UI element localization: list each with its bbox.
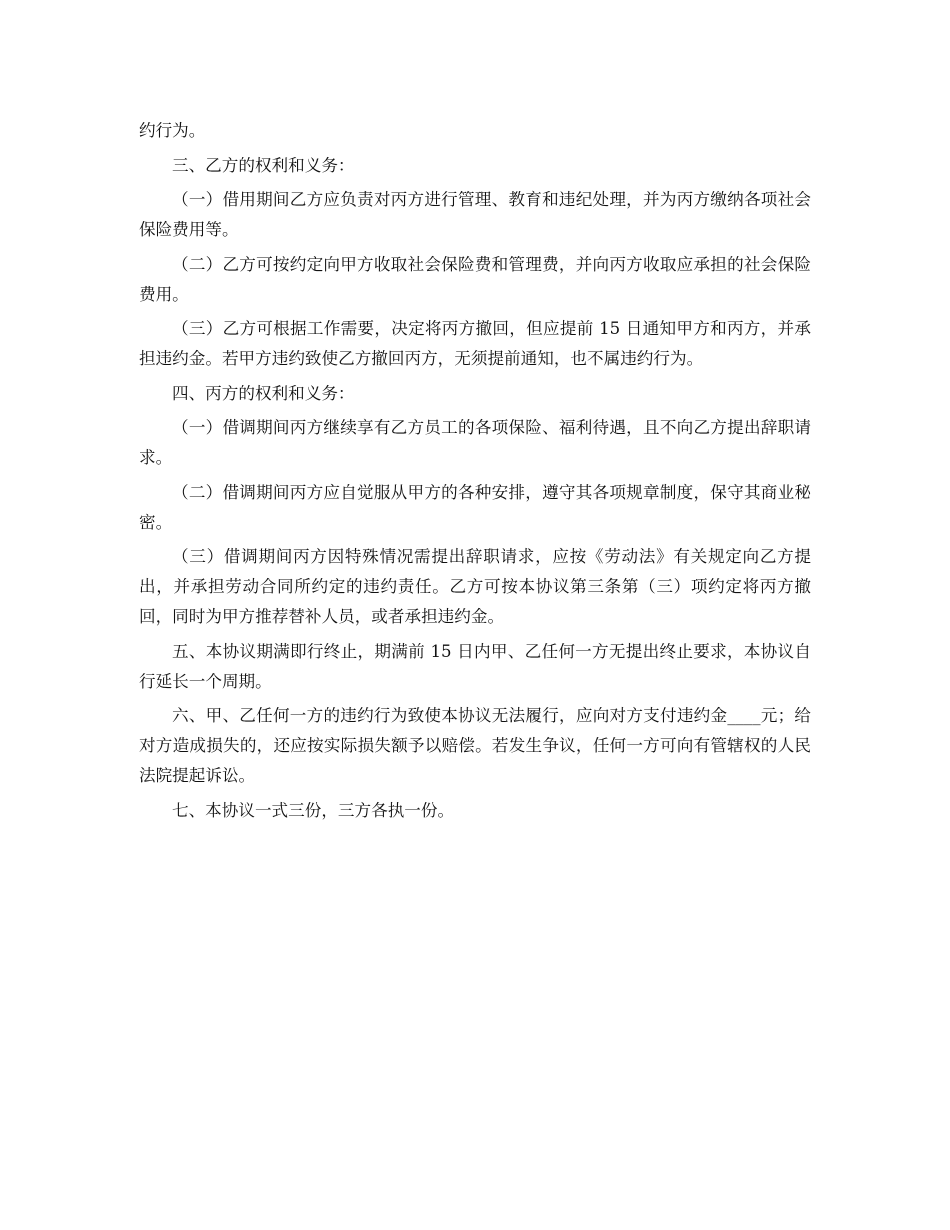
document-body: [139, 116, 811, 830]
clause-paragraph: （二）乙方可按约定向甲方收取社会保险费和管理费，并向丙方收取应承担的社会保险费用。: [139, 254, 811, 304]
section-copies-paragraph: 七、本协议一式三份，三方各执一份。: [172, 800, 455, 820]
section-heading-party-c-rights: 四、丙方的权利和义务：: [172, 383, 355, 403]
paragraph-continuation: 约行为。: [139, 121, 206, 140]
clause-paragraph: （三）借调期间丙方因特殊情况需提出辞职请求，应按《劳动法》有关规定向乙方提出，并承担劳动合同所约定的违约责任。乙方可按本协议第三条第（三）项约定将丙方撤回，同时为甲方推荐替补人员，或者承担违约金。: [139, 547, 811, 626]
clause-paragraph: （一）借用期间乙方应负责对丙方进行管理、教育和违纪处理，并为丙方缴纳各项社会保险费用等。: [139, 190, 811, 239]
clause-paragraph: （一）借调期间丙方继续享有乙方员工的各项保险、福利待遇，且不向乙方提出辞职请求。: [139, 418, 811, 467]
clause-paragraph: （三）乙方可根据工作需要，决定将丙方撤回，但应提前 15 日通知甲方和丙方，并承担违约金。若甲方违约致使乙方撤回丙方，无须提前通知，也不属违约行为。: [139, 319, 811, 368]
section-breach-paragraph: 六、甲、乙任何一方的违约行为致使本协议无法履行，应向对方支付违约金____元；给对方造成损失的，还应按实际损失额予以赔偿。若发生争议，任何一方可向有管辖权的人民法院提起诉讼。: [139, 706, 811, 785]
section-heading-party-b-rights: 三、乙方的权利和义务：: [172, 155, 355, 175]
clause-paragraph: （二）借调期间丙方应自觉服从甲方的各种安排，遵守其各项规章制度，保守其商业秘密。: [139, 482, 811, 532]
section-term-paragraph: 五、本协议期满即行终止，期满前 15 日内甲、乙任何一方无提出终止要求，本协议自行延长一个周期。: [139, 641, 811, 691]
